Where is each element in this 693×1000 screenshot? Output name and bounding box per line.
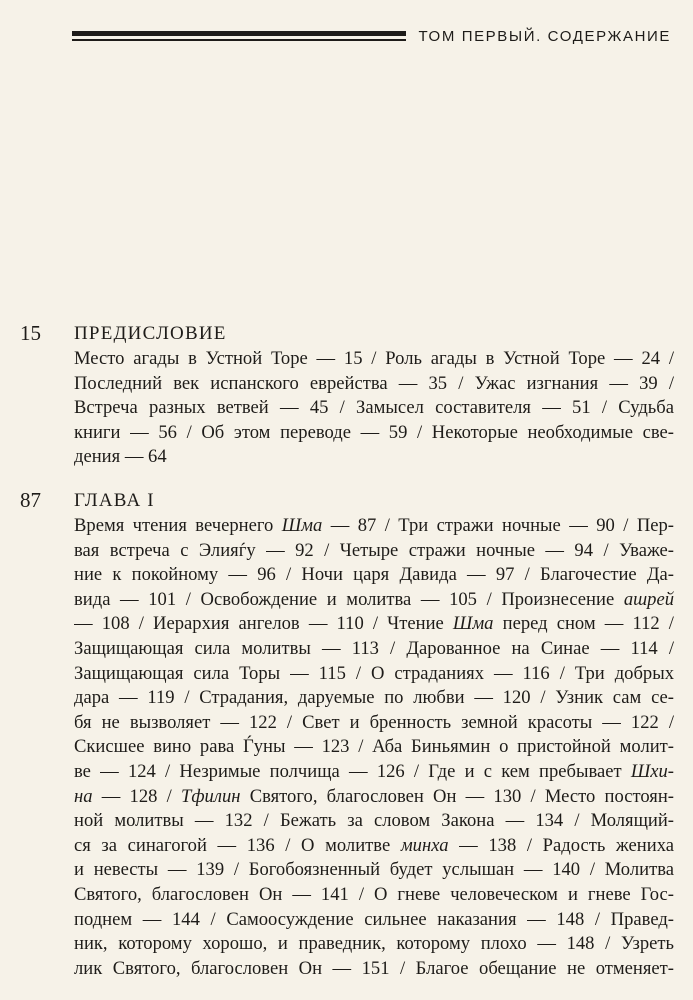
toc-line: — 108 / Иерархия ангелов — 110 / Чтение Шма перед сном — 112 /	[74, 613, 674, 635]
section-page-number: 15	[20, 321, 41, 345]
toc-line: вая встреча с Элияѓу — 92 / Четыре стражи ночные — 94 / Уваже-	[74, 539, 674, 561]
toc-line: ве — 124 / Незримые полчища — 126 / Где и с кем пребывает Шхи-	[74, 760, 674, 782]
toc-line: поднем — 144 / Самоосуждение сильнее наказания — 148 / Правед-	[74, 908, 674, 930]
toc-line: Встреча разных ветвей — 45 / Замысел составителя — 51 / Судьба	[74, 397, 674, 419]
toc-line: ние к покойному — 96 / Ночи царя Давида — 97 / Благочестие Да-	[74, 564, 674, 586]
toc-line: книги — 56 / Об этом переводе — 59 / Некоторые необходимые све-	[74, 421, 674, 443]
toc-line: ной молитвы — 132 / Бежать за словом Закона — 134 / Молящий-	[74, 810, 674, 832]
toc-line: Последний век испанского еврейства — 35 / Ужас изгнания — 39 /	[74, 372, 674, 394]
toc-line: на — 128 / Тфилин Святого, благословен Он — 130 / Место постоян-	[74, 785, 674, 807]
toc-line: Защищающая сила молитвы — 113 / Дарованное на Синае — 114 /	[74, 637, 674, 659]
toc-line: и невесты — 139 / Богобоязненный будет услышан — 140 / Молитва	[74, 859, 674, 881]
toc-line: бя не вызволяет — 122 / Свет и бренность земной красоты — 122 /	[74, 711, 674, 733]
toc-line: дара — 119 / Страдания, даруемые по любви — 120 / Узник сам се-	[74, 687, 674, 709]
toc-line: Время чтения вечернего Шма — 87 / Три стражи ночные — 90 / Пер-	[74, 515, 674, 536]
toc-line: дения — 64	[74, 446, 167, 468]
toc-line: Защищающая сила Торы — 115 / О страданиях — 116 / Три добрых	[74, 662, 674, 684]
section-entries	[74, 347, 674, 470]
toc-line: вида — 101 / Освобождение и молитва — 105 / Произнесение ашрей	[74, 588, 674, 610]
section-page-number: 87	[20, 488, 41, 512]
section-title: ПРЕДИСЛОВИЕ	[74, 323, 227, 344]
toc-line: ник, которому хорошо, и праведник, которому плохо — 148 / Узреть	[74, 933, 674, 955]
toc-line: Место агады в Устной Торе — 15 / Роль агады в Устной Торе — 24 /	[74, 348, 674, 369]
running-header	[72, 18, 671, 54]
header-rule	[72, 31, 406, 41]
toc-line: ся за синагогой — 136 / О молитве минха — 138 / Радость жениха	[74, 834, 674, 856]
section-title: ГЛАВА I	[74, 490, 155, 511]
header-title: ТОМ ПЕРВЫЙ. СОДЕРЖАНИЕ	[418, 27, 671, 45]
toc-line: лик Святого, благословен Он — 151 / Благое обещание не отменяет-	[74, 957, 674, 979]
toc-line: Святого, благословен Он — 141 / О гневе человеческом и гневе Гос-	[74, 883, 674, 905]
section-entries	[74, 514, 674, 981]
toc-line: Скисшее вино рава Ѓуны — 123 / Аба Биньямин о пристойной молит-	[74, 736, 674, 758]
